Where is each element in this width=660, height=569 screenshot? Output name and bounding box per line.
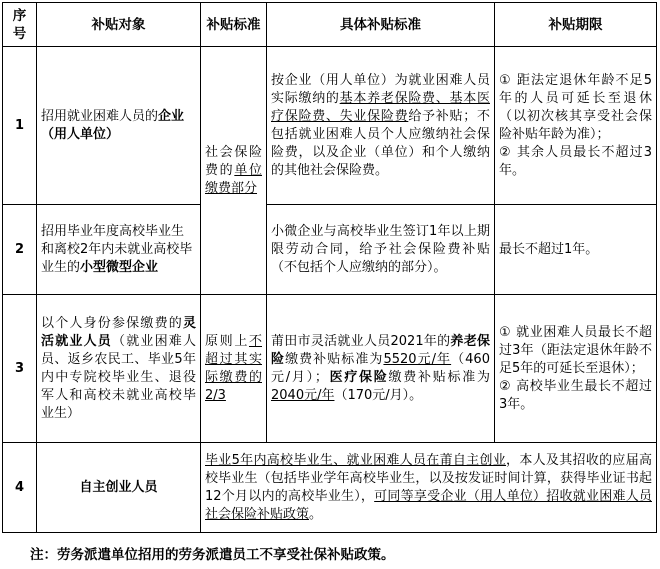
details-text: 。 (309, 506, 323, 522)
row-target (37, 205, 201, 295)
header-details: 具体补贴标准 (267, 3, 495, 47)
shared-standard-cell (201, 47, 267, 295)
details-text: （170元/月）。 (334, 387, 423, 403)
table-row (3, 295, 657, 443)
header-period: 补贴期限 (495, 3, 657, 47)
period-item: ② 其余人员最长不超过3年。 (499, 144, 652, 178)
table-row (3, 443, 657, 533)
details-underlined: 基本养老保险费、基本医疗保险费、失业保险费 (271, 90, 490, 124)
details-text: 缴费补贴标准为 (388, 369, 490, 385)
row-index: 1 (3, 47, 37, 205)
target-text: 招用就业困难人员的 (41, 108, 159, 124)
target-text: 招用毕业年度高校毕业生和离校2年内未就业高校毕业生的 (41, 223, 193, 275)
standard-underlined: 单位缴费部分 (205, 162, 262, 196)
row-period: 最长不超过1年。 (495, 205, 657, 295)
target-emphasis: 企业（用人单位） (41, 108, 185, 142)
row-index: 3 (3, 295, 37, 443)
header-target: 补贴对象 (37, 3, 201, 47)
row-index: 4 (3, 443, 37, 533)
period-item: ② 高校毕业生最长不超过3年。 (499, 378, 652, 412)
row-target (37, 47, 201, 205)
subsidy-policy-table (2, 2, 657, 533)
header-index: 序号 (3, 3, 37, 47)
row-details (267, 47, 495, 205)
details-text: 莆田市灵活就业人员2021年的 (271, 333, 451, 349)
row-standard (201, 295, 267, 443)
details-text: 按企业（用人单位）为就业困难人员实际缴纳的 (271, 72, 490, 106)
header-standard: 补贴标准 (201, 3, 267, 47)
target-text: （就业困难人员、返乡农民工、毕业5年内中专院校毕业生、退役军人和高校未就业高校毕业生） (41, 333, 196, 421)
target-emphasis: 小型微型企业 (80, 259, 159, 275)
details-text: 缴费补贴标准为 (285, 351, 384, 367)
standard-text: 社会保险费的 (205, 144, 262, 178)
table-row (3, 205, 657, 295)
header-row (3, 3, 657, 47)
row-target: 自主创业人员 (37, 443, 201, 533)
row-details (267, 295, 495, 443)
period-item: ① 就业困难人员最长不超过3年（距法定退休年龄不足5年的可延长至退休）； (499, 324, 652, 376)
row-index: 2 (3, 205, 37, 295)
policy-note: 注：劳务派遣单位招用的劳务派遣员工不享受社保补贴政策。 (30, 547, 395, 563)
details-underlined: 2040元/年 (271, 387, 335, 403)
period-item: ① 距法定退休年龄不足5年的人员可延长至退休（以初次核其享受社会保险补贴年龄为准）； (499, 72, 652, 142)
row-target (37, 295, 201, 443)
details-underlined: 可同等享受企业（用人单位）招收就业困难人员社会保险补贴政策 (205, 488, 652, 522)
details-emphasis: 医疗保险 (327, 369, 389, 385)
details-underlined: 5520元/年 (383, 351, 452, 367)
table-row (3, 47, 657, 205)
details-text: （460元/月）； (271, 351, 490, 385)
details-text: ，本人及其招收的应届高校毕业生（包括毕业学年高校毕业生，以及按发证时间计算，获得毕业证书起12个月以内的高校毕业生）， (205, 452, 652, 504)
row-details (201, 443, 657, 533)
details-emphasis: 养老保险 (271, 333, 490, 367)
row-period (495, 295, 657, 443)
row-period (495, 47, 657, 205)
standard-underlined: 不超过其实际缴费的2/3 (205, 333, 262, 403)
details-underlined: 毕业5年内高校毕业生、就业困难人员在莆自主创业 (205, 452, 507, 468)
standard-text: 原则上 (205, 333, 249, 349)
target-text: 以个人身份参保缴费的 (41, 315, 183, 331)
details-text: 给予补贴；不包括就业困难人员个人应缴纳社会保险费，以及企业（单位）和个人缴纳的其他社会保险费。 (271, 108, 490, 178)
row-details: 小微企业与高校毕业生签订1年以上期限劳动合同，给予社会保险费补贴（不包括个人应缴纳的部分）。 (267, 205, 495, 295)
target-emphasis: 灵活就业人员 (41, 315, 196, 349)
